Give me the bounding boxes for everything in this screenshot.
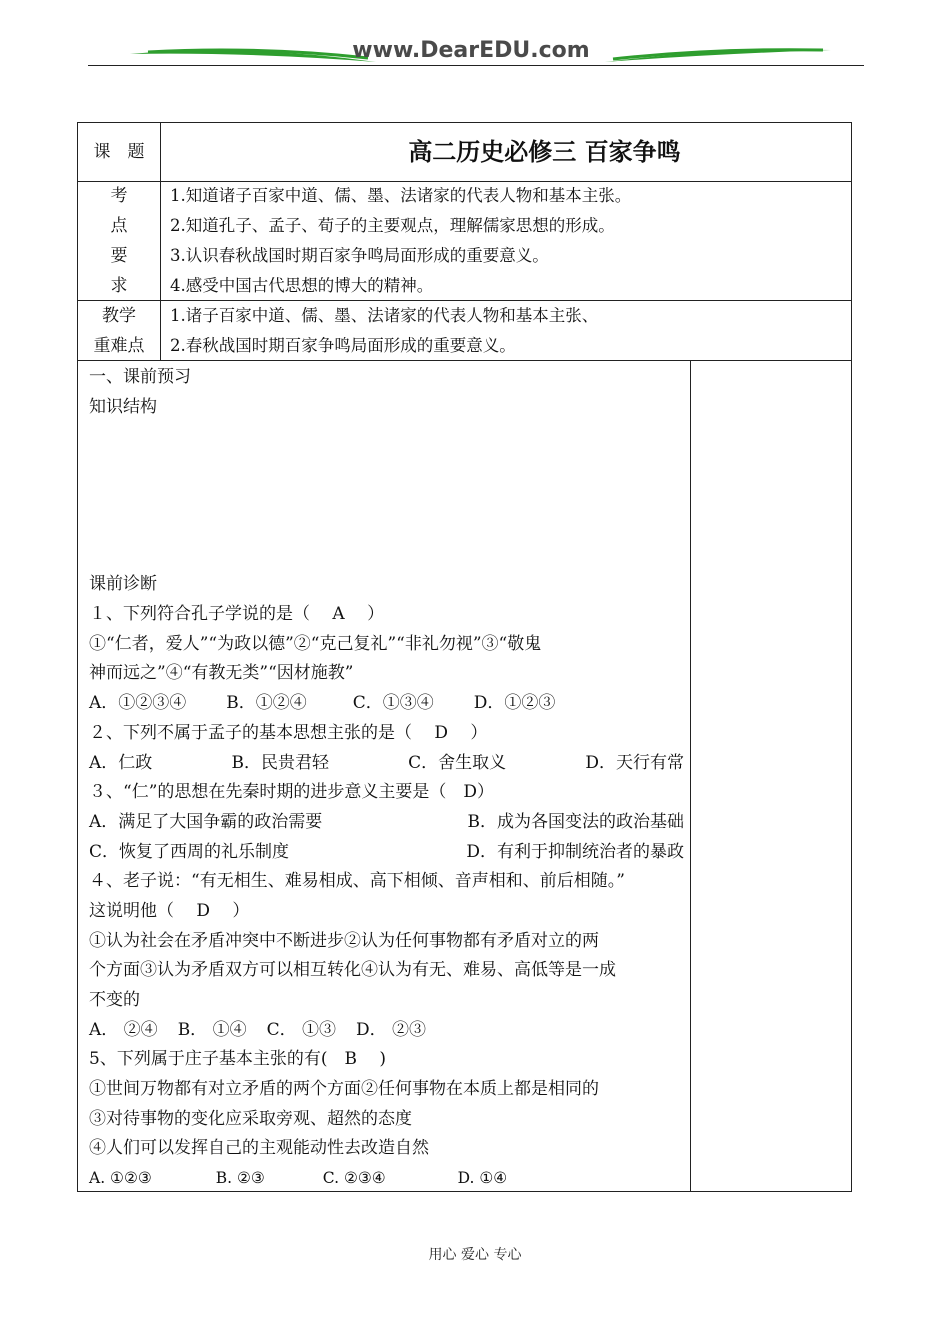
knowledge-structure-blank <box>89 422 684 570</box>
site-logo-text: www.DearEDU.com <box>352 38 590 63</box>
page-header <box>88 36 864 70</box>
question-3-options-row2: C．恢复了西周的礼乐制度 D．有利于抑制统治者的暴政 <box>89 841 684 862</box>
header-rule <box>88 65 864 66</box>
question-2-options: A．仁政 B．民贵君轻 C．舍生取义 D．天行有常 <box>89 752 684 773</box>
question-4-options: A． ②④ B． ①④ C． ①③ D． ②③ <box>89 1019 427 1040</box>
lesson-content: 一、课前预习 知识结构 课前诊断 １、下列符合孔子学说的是（ A ） ①“仁者，爱人”“为政以德”②“克己复礼”“非礼勿视”③“敬鬼 神而远之”④“有教无类”“因材施教” A．①②③④ B．①②④ C．①③④ D．①②③ ２、下列不属于孟子的基本思想主张的是（ D ） A．仁政 B．民贵君轻 C．舍生取义 D．天行有常 ３、“仁”的思想在先秦时期的进步意义主要是（ D） A．满足了大国争霸的政治需要 B．成为各国变法的政治基础 C．恢复了西周的礼乐制度 D．有利于抑制统治者的暴政 ４、老子说：“有无相生、难易相成、高下相倾、音声相和、前后相随。” 这说明他（ D ） ①认为社会在矛盾冲突中不断进步②认为任何事物都有矛盾对立的两 个方面③认为矛盾双方可以相互转化④认为有无、难易、高低等是一成 不变的 A． ②④ B． ①④ C． ①③ D． ②③ 5、下列属于庄子基本主张的有( B ) ①世间万物都有对立矛盾的两个方面②任何事物在本质上都是相同的 ③对待事物的变化应采取旁观、超然的态度 ④人们可以发挥自己的主观能动性去改造自然 A. ①②③ B. ②③ C. ②③④ D. ①④ <box>89 363 684 1194</box>
question-3-stem: ３、“仁”的思想在先秦时期的进步意义主要是（ D） <box>89 782 495 803</box>
list-item: 2.春秋战国时期百家争鸣局面形成的重要意义。 <box>170 336 516 355</box>
diagnosis-heading: 课前诊断 <box>89 574 157 595</box>
knowledge-structure-heading: 知识结构 <box>89 396 157 417</box>
question-5-stem: 5、下列属于庄子基本主张的有( B ) <box>89 1049 386 1070</box>
page-title: 高二历史必修三 百家争鸣 <box>408 138 681 166</box>
page-footer: 用心 爱心 专心 <box>428 1247 522 1263</box>
list-item: 2.知道孔子、孟子、荀子的主要观点，理解儒家思想的形成。 <box>170 216 615 235</box>
question-4-stem: ４、老子说：“有无相生、难易相成、高下相倾、音声相和、前后相随。” <box>89 871 625 892</box>
question-3-options-row1: A．满足了大国争霸的政治需要 B．成为各国变法的政治基础 <box>89 811 684 832</box>
list-item: 1.知道诸子百家中道、儒、墨、法诸家的代表人物和基本主张。 <box>170 186 632 205</box>
key-difficulty-list <box>170 301 598 361</box>
list-item: 1.诸子百家中道、儒、墨、法诸家的代表人物和基本主张、 <box>170 306 599 325</box>
list-item: 4.感受中国古代思想的博大的精神。 <box>170 276 434 295</box>
question-5-options: A. ①②③ B. ②③ C. ②③④ D. ①④ <box>89 1169 508 1188</box>
exam-requirements-list <box>170 181 631 301</box>
section-heading: 一、课前预习 <box>89 367 191 387</box>
question-2-stem: ２、下列不属于孟子的基本思想主张的是（ D ） <box>89 722 488 743</box>
lesson-table: 课 题 高二历史必修三 百家争鸣 考 点 要 求 1.知道诸子百家中道、儒、墨、法诸家的代表人物和基本主张。 2.知道孔子、孟子、荀子的主要观点，理解儒家思想的形成。 3.认识春秋战国时期百家争鸣局面形成的重要意义。 4.感受中国古代思想的博大的精神。 教学 重难点 1.诸子百家中道、儒、墨、法诸家的代表人物和基本主张、 2.春秋战国时期百家争鸣局面形成的重要意义。 一、课前预习 知识结构 课前诊断 １、下列符合孔子学说的是（ A ） ①“仁者，爱人”“为政以德”②“克己复礼”“非礼勿视”③“敬鬼 神而远之”④“有教无类”“因材施教” A．①②③④ B．①②④ C．①③④ D．①②③ ２、下列不属于孟子的基本思想主张的是（ D ） A．仁政 B．民贵君轻 C．舍生取义 D．天行有常 ３、“仁”的思想在先秦时期的进步意义主要是（ D） A．满足了大国争霸的政治需要 B．成为各国变法的政治基础 C．恢复了西周的礼乐制度 D．有利于抑制统治者的暴政 ４、老子说：“有无相生、难易相成、高下相倾、音声相和、前后相随。” 这说明他（ D ） ①认为社会在矛盾冲突中不断进步②认为任何事物都有矛盾对立的两 个方面③认为矛盾双方可以相互转化④认为有无、难易、高低等是一成 不变的 A． ②④ B． ①④ C． ①③ D． ②③ 5、下列属于庄子基本主张的有( B ) ①世间万物都有对立矛盾的两个方面②任何事物在本质上都是相同的 ③对待事物的变化应采取旁观、超然的态度 ④人们可以发挥自己的主观能动性去改造自然 A. ①②③ B. ②③ C. ②③④ D. ①④ <box>77 122 852 1192</box>
question-1-options: A．①②③④ B．①②④ C．①③④ D．①②③ <box>89 693 556 714</box>
question-1-stem: １、下列符合孔子学说的是（ A ） <box>89 604 385 625</box>
topic-label: 课 题 <box>93 142 145 162</box>
list-item: 3.认识春秋战国时期百家争鸣局面形成的重要意义。 <box>170 246 549 265</box>
right-swoosh-logo <box>603 42 833 66</box>
